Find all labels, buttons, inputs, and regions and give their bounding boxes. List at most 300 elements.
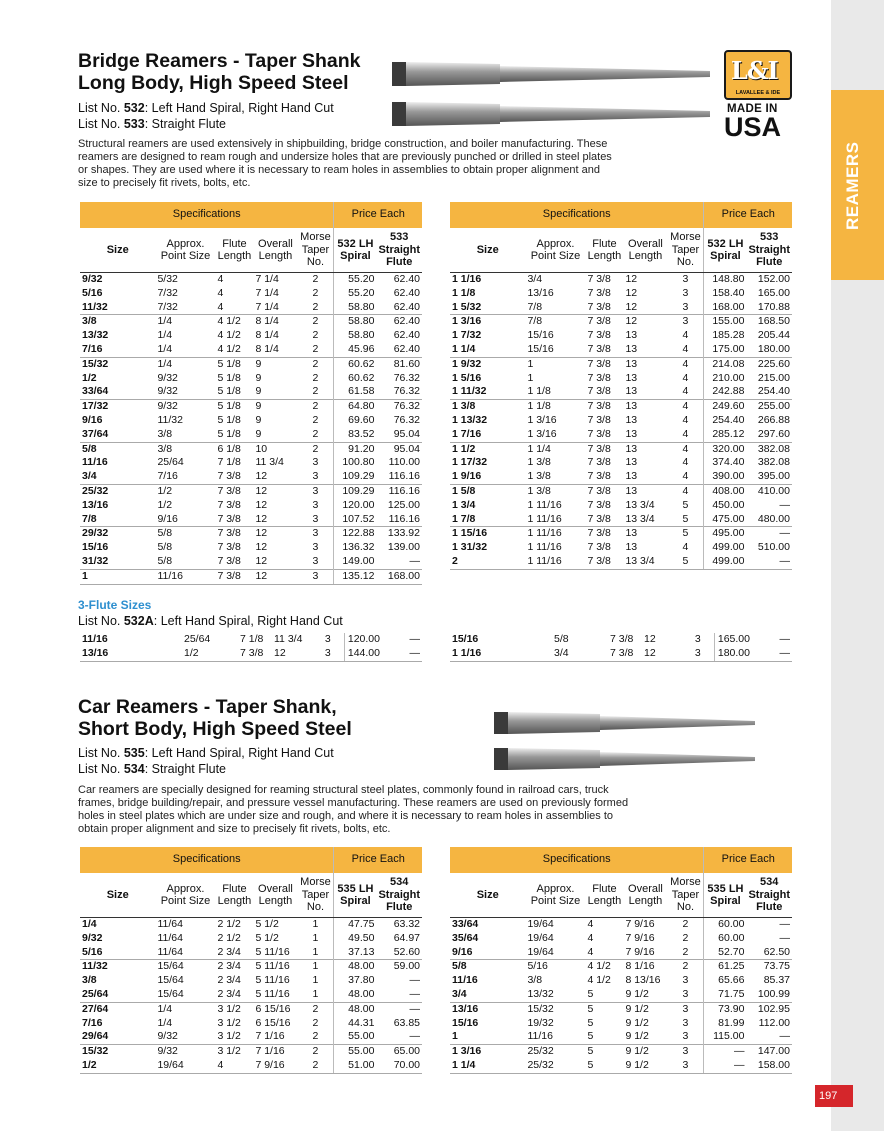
point-cell: 9/32 — [157, 371, 178, 384]
col-535: 535 LH Spiral — [334, 873, 377, 918]
overall-cell: 13 — [625, 541, 638, 554]
price1-cell: 55.20 — [334, 287, 377, 301]
overall-cell: 13 — [625, 413, 638, 426]
flute-cell: 7 3/8 — [587, 541, 611, 554]
size-cell: 1 1/4 — [452, 342, 476, 355]
morse-cell: 3 — [312, 554, 319, 567]
morse-cell: 2 — [297, 1045, 334, 1059]
table-row — [80, 633, 422, 647]
list-number: 532A — [123, 614, 154, 628]
overall-cell: 5 11/16 — [253, 960, 297, 974]
size-cell: 1 1/16 — [452, 273, 482, 285]
price1-cell: 61.58 — [334, 385, 377, 399]
price1-cell: — — [704, 1059, 747, 1073]
size-cell: 1 9/32 — [450, 357, 525, 371]
price1-cell: 55.20 — [334, 273, 377, 287]
point-cell: 1 1/8 — [525, 400, 585, 414]
flute-cell: 7 3/8 — [217, 541, 241, 554]
price1-cell: 155.00 — [704, 315, 747, 329]
size-cell: 3/8 — [80, 315, 155, 329]
car-straight-reamer-image — [494, 748, 755, 770]
morse-cell: 3 — [312, 470, 319, 483]
overall-cell: 7 1/16 — [253, 1045, 297, 1059]
morse-cell: 5 — [667, 555, 704, 569]
morse-cell: 5 — [682, 512, 689, 525]
table-row — [80, 946, 422, 960]
bridge-table-right — [450, 202, 792, 570]
size-cell: 1 5/8 — [450, 484, 525, 498]
point-cell: 5/32 — [157, 273, 178, 285]
specs-header: Specifications — [450, 847, 704, 873]
table-row — [80, 343, 422, 357]
table-row — [450, 273, 792, 287]
morse-cell: 1 — [312, 974, 319, 987]
overall-cell: 13 — [623, 357, 667, 371]
price1-cell: 285.12 — [704, 428, 747, 442]
size-cell: 9/32 — [82, 273, 103, 285]
morse-cell: 3 — [312, 498, 319, 511]
price1-cell: 499.00 — [704, 555, 747, 569]
col-flute: Flute Length — [215, 228, 253, 273]
overall-cell: 13 — [625, 427, 638, 440]
price2-cell: 63.32 — [393, 918, 420, 930]
price1-cell: 499.00 — [704, 541, 747, 555]
flute-cell: 5 1/8 — [217, 413, 241, 426]
price1-cell: 158.40 — [704, 287, 747, 301]
three-flute-table-right — [450, 633, 792, 662]
flute-cell: 2 3/4 — [215, 960, 253, 974]
overall-cell: 9 — [253, 400, 297, 414]
size-cell: 3/4 — [452, 987, 467, 1000]
morse-cell: 2 — [312, 385, 319, 398]
table-row — [80, 555, 422, 569]
size-cell: 9/16 — [452, 945, 473, 958]
car-spiral-reamer-image — [494, 712, 755, 734]
three-flute-heading: 3-Flute Sizes — [78, 598, 152, 612]
point-cell: 25/32 — [525, 1059, 585, 1073]
size-cell: 29/32 — [80, 527, 155, 541]
table-row — [450, 541, 792, 555]
flute-cell: 4 — [217, 273, 224, 285]
point-cell: 7/8 — [527, 300, 543, 313]
overall-cell: 11 3/4 — [255, 456, 284, 469]
three-flute-list — [78, 613, 343, 629]
point-cell: 11/16 — [155, 569, 215, 584]
price2-cell: 62.40 — [393, 300, 420, 313]
morse-cell: 2 — [312, 1016, 319, 1029]
size-cell: 1 11/32 — [452, 385, 487, 398]
size-cell: 31/32 — [82, 554, 109, 567]
point-cell: 7/8 — [525, 315, 585, 329]
size-cell: 11/16 — [82, 633, 108, 645]
overall-cell: 5 11/16 — [255, 987, 290, 1000]
flute-cell: 7 3/8 — [585, 555, 623, 569]
size-cell: 1/4 — [82, 918, 97, 930]
morse-cell: 3 — [682, 273, 689, 285]
col-flute: Flute Length — [585, 228, 623, 273]
price2-cell: 85.37 — [763, 974, 790, 987]
overall-cell: 12 — [272, 647, 312, 661]
overall-cell: 13 — [623, 442, 667, 456]
table-row — [450, 442, 792, 456]
price1-cell: 249.60 — [704, 400, 747, 414]
price1-cell: 214.08 — [704, 357, 747, 371]
col-534: 534 Straight Flute — [376, 873, 422, 918]
table-row — [450, 1030, 792, 1044]
car-table-left — [80, 847, 422, 1074]
overall-cell: 9 — [255, 413, 262, 426]
size-cell: 13/32 — [82, 329, 109, 342]
morse-cell: 3 — [694, 633, 701, 645]
overall-cell: 12 — [255, 554, 268, 567]
overall-cell: 12 — [255, 512, 268, 525]
morse-cell: 3 — [312, 541, 319, 554]
overall-cell: 5 1/2 — [255, 931, 279, 944]
size-cell: 1 1/2 — [450, 442, 525, 456]
size-cell: 15/16 — [82, 541, 109, 554]
size-cell: 27/64 — [80, 1002, 155, 1016]
col-size: Size — [450, 228, 525, 273]
morse-cell: 2 — [297, 400, 334, 414]
flute-cell: 4 1/2 — [217, 329, 241, 342]
table-row — [80, 400, 422, 414]
point-cell: 11/32 — [157, 413, 183, 426]
size-cell: 1 — [452, 1030, 458, 1043]
size-cell: 17/32 — [80, 400, 155, 414]
price1-cell: 65.66 — [704, 974, 747, 988]
overall-cell: 5 11/16 — [255, 974, 290, 987]
overall-cell: 13 3/4 — [625, 512, 655, 525]
table-row — [450, 315, 792, 329]
table-row — [450, 633, 792, 647]
bridge-reamer-illustration — [380, 54, 715, 134]
morse-cell: 4 — [682, 385, 689, 398]
point-cell: 1/4 — [157, 1016, 173, 1029]
three-flute-table-left — [80, 633, 422, 662]
table-row — [450, 918, 792, 932]
overall-cell: 7 1/4 — [255, 273, 279, 285]
size-cell: 1 3/16 — [450, 1045, 525, 1059]
price2-cell: 81.60 — [376, 357, 422, 371]
flute-cell: 2 1/2 — [217, 931, 241, 944]
price1-cell: 48.00 — [334, 1002, 377, 1016]
price1-cell: 320.00 — [704, 442, 747, 456]
price1-cell: 180.00 — [714, 647, 752, 661]
price2-cell: 73.75 — [746, 960, 792, 974]
overall-cell: 12 — [625, 273, 638, 285]
flute-cell: 3 1/2 — [215, 1045, 253, 1059]
size-cell: 25/64 — [82, 987, 109, 1000]
overall-cell: 7 9/16 — [253, 1059, 297, 1073]
car-title-line2: Short Body, High Speed Steel — [78, 718, 352, 740]
overall-cell: 9 1/2 — [625, 1016, 649, 1029]
price1-cell: 168.00 — [704, 301, 747, 315]
price2-cell: 62.40 — [393, 342, 420, 355]
point-cell: 1/2 — [155, 484, 215, 498]
flute-cell: 3 1/2 — [217, 1016, 241, 1029]
car-list-numbers — [78, 745, 334, 777]
overall-cell: 7 9/16 — [625, 945, 655, 958]
flute-cell: 7 3/8 — [587, 286, 611, 299]
price2-cell: 116.16 — [388, 470, 420, 483]
morse-cell: 3 — [312, 647, 344, 661]
table-row — [80, 647, 422, 661]
section-tab-label: REAMERS — [843, 141, 862, 230]
size-cell: 2 — [450, 555, 525, 569]
specs-header: Specifications — [80, 202, 334, 228]
point-cell: 1/4 — [157, 329, 173, 342]
morse-cell: 2 — [297, 1002, 334, 1016]
size-cell: 1 7/16 — [452, 427, 482, 440]
morse-cell: 4 — [682, 371, 689, 384]
size-cell: 5/8 — [450, 960, 525, 974]
price1-cell: 69.60 — [334, 414, 377, 428]
point-cell: 1 11/16 — [527, 541, 562, 554]
car-title — [78, 696, 352, 740]
size-cell: 1 3/4 — [452, 498, 476, 511]
list-number: 534 — [123, 762, 145, 776]
overall-cell: 12 — [644, 633, 656, 645]
price1-cell: 120.00 — [344, 633, 382, 647]
overall-cell: 13 — [625, 342, 638, 355]
point-cell: 1/4 — [157, 342, 173, 355]
flute-cell: 5 1/8 — [215, 400, 253, 414]
size-cell: 1 15/16 — [450, 527, 525, 541]
morse-cell: 4 — [682, 342, 689, 355]
morse-cell: 3 — [312, 456, 319, 469]
col-532: 532 LH Spiral — [704, 228, 747, 273]
point-cell: 7/32 — [157, 300, 178, 313]
table-row — [450, 414, 792, 428]
size-cell: 15/16 — [452, 633, 479, 645]
price2-cell: 225.60 — [746, 357, 792, 371]
made-in-label: MADE IN — [727, 103, 778, 115]
table-row — [80, 988, 422, 1002]
price2-cell: — — [409, 633, 420, 645]
overall-cell: 6 15/16 — [253, 1002, 297, 1016]
size-cell: 1 3/8 — [450, 400, 525, 414]
flute-cell: 2 1/2 — [217, 918, 241, 930]
price1-cell: — — [704, 1045, 747, 1059]
price2-cell: 76.32 — [393, 371, 420, 384]
table-row — [450, 385, 792, 399]
size-cell: 1 1/8 — [452, 286, 476, 299]
table-row — [80, 932, 422, 946]
price2-cell: — — [376, 1002, 422, 1016]
col-morse: Morse Taper No. — [667, 873, 704, 918]
price1-cell: 81.99 — [704, 1017, 747, 1031]
size-cell: 35/64 — [452, 931, 479, 944]
bridge-table-left — [80, 202, 422, 585]
list-number: 533 — [123, 117, 145, 131]
size-cell: 9/32 — [82, 931, 103, 944]
price2-cell: 65.00 — [376, 1045, 422, 1059]
morse-cell: 5 — [682, 498, 689, 511]
size-cell: 29/64 — [82, 1030, 109, 1043]
price1-cell: 109.29 — [334, 484, 377, 498]
table-row — [80, 301, 422, 315]
col-overall: Overall Length — [253, 873, 297, 918]
flute-cell: 5 1/8 — [217, 371, 241, 384]
table-row — [450, 428, 792, 442]
price-header: Price Each — [334, 847, 422, 873]
price2-cell: 168.50 — [746, 315, 792, 329]
point-cell: 1/4 — [155, 1002, 215, 1016]
size-cell: 11/16 — [82, 456, 108, 469]
table-row — [80, 372, 422, 386]
morse-cell: 4 — [682, 329, 689, 342]
overall-cell: 12 — [255, 541, 268, 554]
price2-cell: 95.04 — [376, 442, 422, 456]
point-cell: 3/8 — [157, 427, 173, 440]
price1-cell: 58.80 — [334, 301, 377, 315]
country-label: USA — [724, 112, 782, 142]
point-cell: 9/32 — [157, 1030, 178, 1043]
price2-cell: 59.00 — [376, 960, 422, 974]
price2-cell: 64.97 — [393, 931, 420, 944]
price2-cell: 215.00 — [757, 371, 790, 384]
overall-cell: 13 3/4 — [623, 555, 667, 569]
price1-cell: 52.70 — [704, 946, 747, 960]
overall-cell: 11 3/4 — [274, 633, 303, 645]
size-cell: 13/16 — [80, 647, 182, 661]
overall-cell: 7 9/16 — [625, 918, 655, 930]
overall-cell: 13 — [623, 400, 667, 414]
list-desc: : Left Hand Spiral, Right Hand Cut — [144, 746, 334, 760]
table-row — [80, 513, 422, 527]
morse-cell: 4 — [682, 427, 689, 440]
morse-cell: 3 — [324, 633, 331, 645]
flute-cell: 4 1/2 — [585, 960, 623, 974]
size-cell: 1 5/16 — [452, 371, 482, 384]
price2-cell: 63.85 — [393, 1016, 420, 1029]
morse-cell: 2 — [297, 442, 334, 456]
table-row — [450, 400, 792, 414]
table-row — [450, 1002, 792, 1016]
price1-cell: 100.80 — [334, 456, 377, 470]
list-prefix: List No. — [78, 746, 124, 760]
size-cell: 33/64 — [452, 918, 479, 930]
price2-cell: 382.08 — [746, 442, 792, 456]
table-row — [80, 1030, 422, 1044]
flute-cell: 7 3/8 — [587, 371, 611, 384]
col-overall: Overall Length — [623, 228, 667, 273]
col-flute: Flute Length — [215, 873, 253, 918]
price1-cell: 185.28 — [704, 329, 747, 343]
size-cell: 1 7/32 — [452, 329, 482, 342]
flute-cell: 4 — [215, 1059, 253, 1073]
point-cell: 25/64 — [184, 633, 211, 645]
point-cell: 15/64 — [157, 974, 184, 987]
point-cell: 15/64 — [157, 987, 184, 1000]
price1-cell: 37.13 — [334, 946, 377, 960]
point-cell: 1/4 — [155, 357, 215, 371]
price2-cell: — — [409, 987, 420, 1000]
morse-cell: 1 — [312, 931, 319, 944]
overall-cell: 6 15/16 — [255, 1016, 291, 1029]
overall-cell: 8 1/16 — [623, 960, 667, 974]
flute-cell: 7 3/8 — [217, 554, 241, 567]
point-cell: 3/8 — [527, 974, 543, 987]
table-row — [80, 428, 422, 442]
table-row — [450, 343, 792, 357]
price2-cell: 510.00 — [757, 541, 790, 554]
col-size: Size — [450, 873, 525, 918]
price2-cell: — — [409, 1030, 420, 1043]
price2-cell: 116.16 — [376, 484, 422, 498]
morse-cell: 2 — [312, 300, 319, 313]
car-intro: Car reamers are specially designed for reaming structural steel plates, commonly found in railroad cars, truck frames, bridge building/repair, and pressure vessel manufacturing. These reamers are used on previously formed holes in steel plates which are under size and rough, and where it is necessary to ream holes in assemblies to obtain proper alignment and size to precisely fit rivets, bolts, etc. — [78, 784, 629, 835]
morse-cell: 4 — [667, 357, 704, 371]
morse-cell: 2 — [667, 960, 704, 974]
point-cell: 15/16 — [527, 329, 554, 342]
flute-cell: 4 1/2 — [217, 342, 241, 355]
table-row — [450, 974, 792, 988]
col-point: Approx. Point Size — [155, 873, 215, 918]
size-cell: 1 13/32 — [452, 413, 488, 426]
size-cell: 15/32 — [80, 357, 155, 371]
price2-cell: 102.95 — [746, 1002, 792, 1016]
morse-cell: 2 — [682, 945, 689, 958]
flute-cell: 7 3/8 — [587, 498, 611, 511]
table-row — [80, 470, 422, 484]
price1-cell: 47.75 — [334, 918, 377, 932]
point-cell: 1 11/16 — [525, 527, 585, 541]
flute-cell: 6 1/8 — [215, 442, 253, 456]
price2-cell: — — [746, 555, 792, 569]
overall-cell: 8 1/4 — [255, 342, 279, 355]
morse-cell: 3 — [682, 286, 689, 299]
col-point: Approx. Point Size — [155, 228, 215, 273]
point-cell: 5/8 — [157, 541, 173, 554]
point-cell: 1 1/8 — [527, 385, 551, 398]
price2-cell: 255.00 — [746, 400, 792, 414]
price2-cell: 52.60 — [393, 945, 420, 958]
morse-cell: 3 — [297, 527, 334, 541]
flute-cell: 7 3/8 — [587, 273, 611, 285]
price1-cell: 109.29 — [334, 470, 377, 484]
overall-cell: 9 — [255, 371, 262, 384]
price1-cell: 408.00 — [704, 484, 747, 498]
price2-cell: 205.44 — [757, 329, 790, 342]
price1-cell: 83.52 — [334, 428, 377, 442]
price2-cell: 395.00 — [757, 470, 790, 483]
price1-cell: 115.00 — [704, 1030, 747, 1044]
table-row — [450, 329, 792, 343]
size-cell: 1 9/16 — [452, 470, 482, 483]
list-number: 535 — [123, 746, 145, 760]
price2-cell: 110.00 — [388, 456, 420, 469]
table-row — [450, 301, 792, 315]
flute-cell: 7 3/8 — [587, 456, 611, 469]
table-row — [450, 372, 792, 386]
size-cell: 1 1/4 — [450, 1059, 525, 1073]
overall-cell: 8 1/4 — [253, 315, 297, 329]
size-cell: 1 3/16 — [450, 315, 525, 329]
table-row — [80, 442, 422, 456]
flute-cell: 7 3/8 — [585, 357, 623, 371]
overall-cell: 7 1/16 — [255, 1030, 285, 1043]
col-532: 532 LH Spiral — [334, 228, 377, 273]
point-cell: 1 11/16 — [527, 498, 562, 511]
size-cell: 1/2 — [80, 1059, 155, 1073]
table-row — [450, 647, 792, 661]
table-row — [450, 287, 792, 301]
price1-cell: 165.00 — [714, 633, 752, 647]
flute-cell: 5 — [585, 1059, 623, 1073]
col-morse: Morse Taper No. — [667, 228, 704, 273]
table-row — [450, 1045, 792, 1059]
